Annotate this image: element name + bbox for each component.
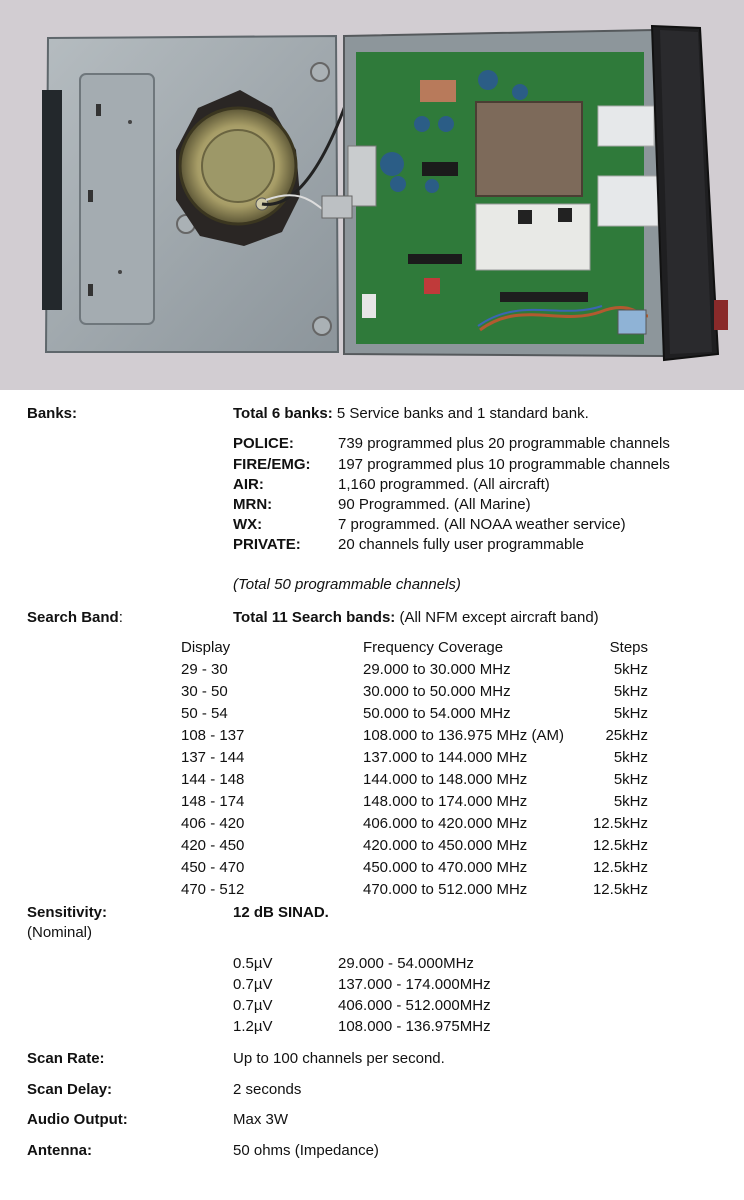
header-steps: Steps	[609, 639, 648, 656]
search-band-label: Search Band:	[27, 609, 123, 626]
specifications	[0, 390, 744, 1200]
table-row: 420 - 450 420.000 to 450.000 MHz 12.5kHz	[181, 837, 648, 854]
table-header	[0, 639, 744, 660]
table-row: 450 - 470 450.000 to 470.000 MHz 12.5kHz	[181, 859, 648, 876]
table-row: 29 - 30 29.000 to 30.000 MHz 5kHz	[181, 661, 648, 678]
table-row: 108 - 137 108.000 to 136.975 MHz (AM) 25kHz	[181, 727, 648, 744]
bank-item: MRN: 90 Programmed. (All Marine)	[233, 496, 531, 513]
bank-item: FIRE/EMG: 197 programmed plus 10 programmable channels	[233, 456, 670, 473]
table-row: 0.7µV 406.000 - 512.000MHz	[233, 997, 491, 1014]
banks-note: (Total 50 programmable channels)	[233, 576, 461, 593]
bank-item: WX: 7 programmed. (All NOAA weather service)	[233, 516, 626, 533]
scan-delay-label: Scan Delay:	[27, 1081, 113, 1098]
table-row: 1.2µV 108.000 - 136.975MHz	[233, 1018, 491, 1035]
header-display: Display	[181, 639, 231, 656]
header-coverage: Frequency Coverage	[363, 639, 504, 656]
banks-label: Banks:	[27, 405, 78, 422]
banks-summary	[233, 405, 589, 422]
table-row: 406 - 420 406.000 to 420.000 MHz 12.5kHz	[181, 815, 648, 832]
table-row: 0.7µV 137.000 - 174.000MHz	[233, 976, 491, 993]
scanner-illustration	[0, 0, 744, 390]
table-row: 148 - 174 148.000 to 174.000 MHz 5kHz	[181, 793, 648, 810]
banks-summary-rest: 5 Service banks and 1 standard bank.	[332, 405, 589, 422]
circuit-board	[322, 30, 664, 356]
scanner-internals-photo	[0, 0, 744, 390]
audio-output-label: Audio Output:	[27, 1111, 128, 1128]
bank-item: PRIVATE: 20 channels fully user programmable	[233, 536, 584, 553]
sensitivity-sublabel: (Nominal)	[27, 924, 93, 941]
table-row: 470 - 512 470.000 to 512.000 MHz 12.5kHz	[181, 881, 648, 898]
banks-summary-bold: Total 6 banks:	[233, 405, 333, 422]
scan-delay-value: 2 seconds	[233, 1081, 302, 1098]
sensitivity-summary: 12 dB SINAD.	[233, 904, 329, 921]
search-summary: Total 11 Search bands: (All NFM except aircraft band)	[233, 609, 599, 626]
table-row: 137 - 144 137.000 to 144.000 MHz 5kHz	[181, 749, 648, 766]
sensitivity-label: Sensitivity:	[27, 904, 108, 921]
table-row: 0.5µV 29.000 - 54.000MHz	[233, 955, 474, 972]
bank-item: AIR: 1,160 programmed. (All aircraft)	[233, 476, 550, 493]
scan-rate-value: Up to 100 channels per second.	[233, 1050, 445, 1067]
table-row: 144 - 148 144.000 to 148.000 MHz 5kHz	[181, 771, 648, 788]
bank-item: POLICE: 739 programmed plus 20 programmable channels	[233, 435, 670, 452]
antenna-value: 50 ohms (Impedance)	[233, 1142, 379, 1159]
chassis-cover	[42, 36, 352, 352]
antenna-label: Antenna:	[27, 1142, 92, 1159]
table-row: 30 - 50 30.000 to 50.000 MHz 5kHz	[181, 683, 648, 700]
table-row: 50 - 54 50.000 to 54.000 MHz 5kHz	[181, 705, 648, 722]
audio-output-value: Max 3W	[233, 1111, 289, 1128]
scan-rate-label: Scan Rate:	[27, 1050, 105, 1067]
